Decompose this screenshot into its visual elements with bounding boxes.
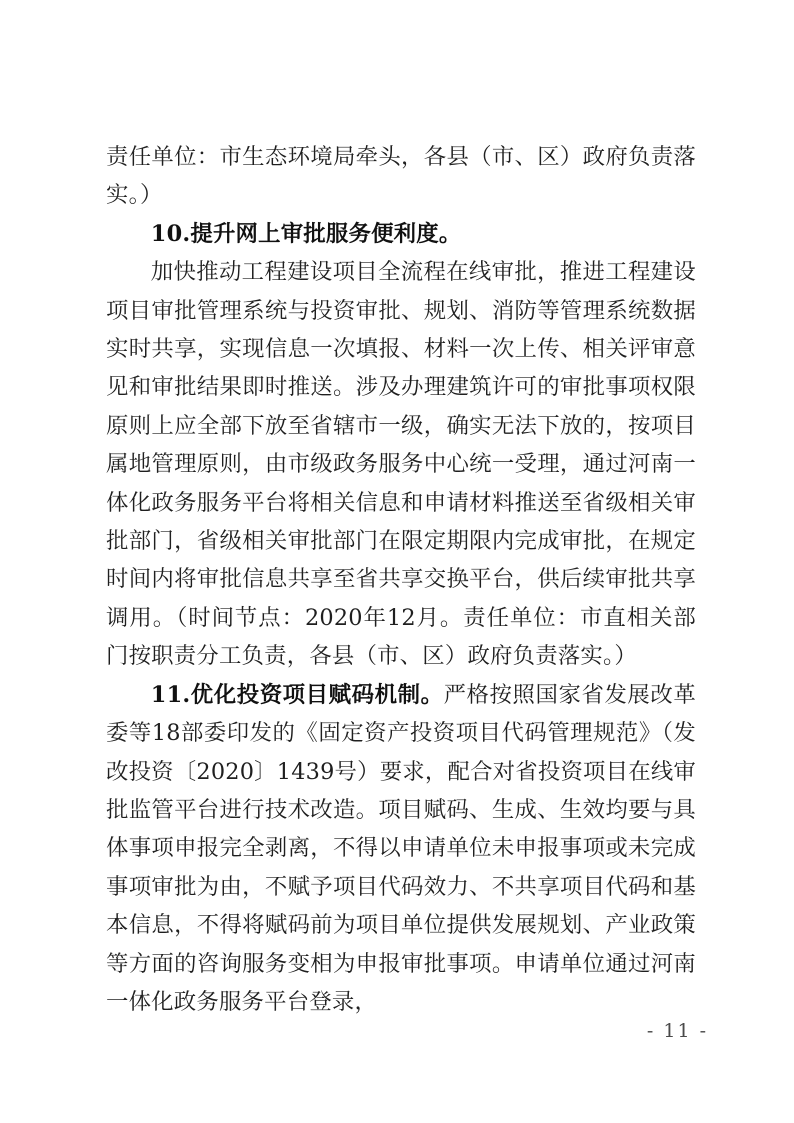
page-number-footer: - 11 - (646, 1020, 708, 1042)
section-heading-10: 10.提升网上审批服务便利度。 (150, 220, 462, 247)
paragraph-section-11-text: 严格按照国家省发展改革委等18部委印发的《固定资产投资项目代码管理规范》（发改投资〔2020〕1439号）要求，配合对省投资项目在线审批监管平台进行技术改造。项目赋码、生成、生效均要与具体事项申报完全剥离，不得以申请单位未申报事项或未完成事项审批为由，不赋予项目代码效力、不共享项目代码和基本信息，不得将赋码前为项目单位提供发展规划、产业政策等方面的咨询服务变相为申报审批事项。申请单位通过河南一体化政务服务平台登录， (106, 681, 696, 1015)
section-heading-11: 11.优化投资项目赋码机制。 (150, 681, 444, 708)
paragraph-section-10: 加快推动工程建设项目全流程在线审批，推进工程建设项目审批管理系统与投资审批、规划、消防等管理系统数据实时共享，实现信息一次填报、材料一次上传、相关评审意见和审批结果即时推送。涉及办理建筑许可的审批事项权限原则上应全部下放至省辖市一级，确实无法下放的，按项目属地管理原则，由市级政务服务中心统一受理，通过河南一体化政务服务平台将相关信息和申请材料推送至省级相关审批部门，省级相关审批部门在限定期限内完成审批，在规定时间内将审批信息共享至省共享交换平台，供后续审批共享调用。（时间节点：2020年12月。责任单位：市直相关部门按职责分工负责，各县（市、区）政府负责落实。） (106, 259, 696, 670)
paragraph-section-11 (106, 676, 696, 1022)
paragraph-responsible-unit: 责任单位：市生态环境局牵头，各县（市、区）政府负责落实。） (106, 144, 696, 209)
document-text-column (106, 138, 696, 1021)
